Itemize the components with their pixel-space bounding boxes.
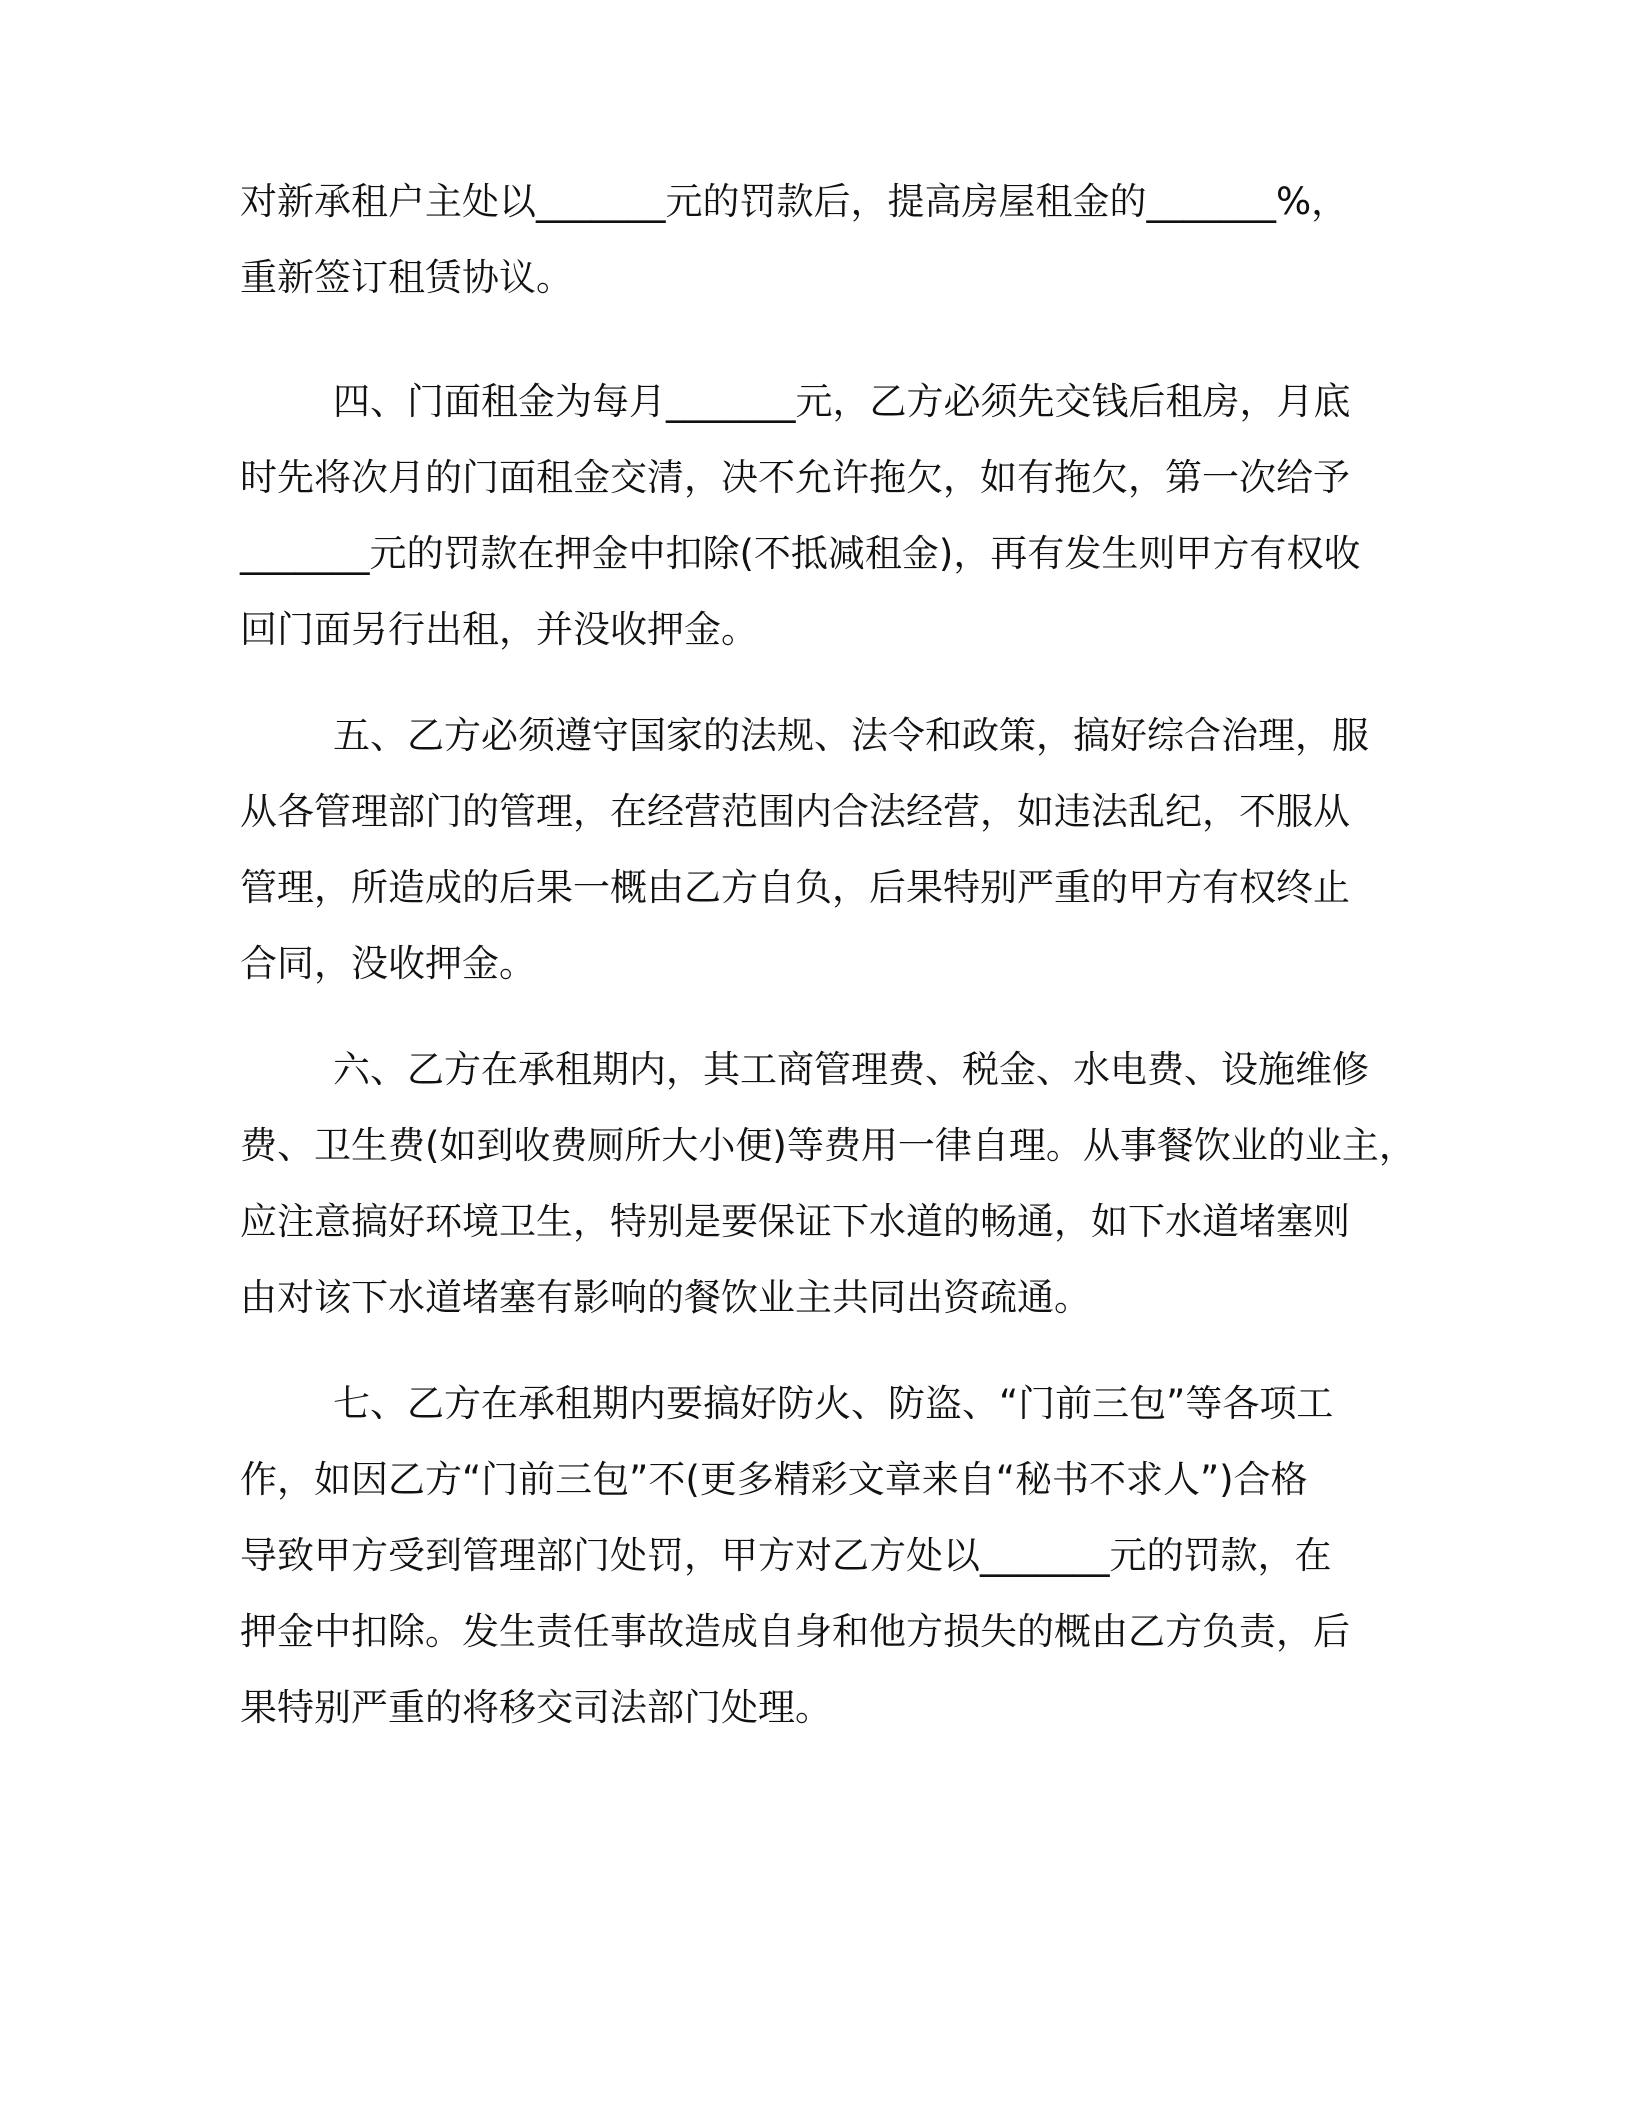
clause-four-line: 时先将次月的门面租金交清，决不允许拖欠，如有拖欠，第一次给予: [240, 456, 1350, 499]
clause-seven-line: 果特别严重的将移交司法部门处理。: [240, 1686, 832, 1729]
clause-four-line: 回门面另行出租，并没收押金。: [240, 608, 758, 651]
clause-six-line: 应注意搞好环境卫生，特别是要保证下水道的畅通，如下水道堵塞则: [240, 1200, 1350, 1243]
clause-five-line: 五、乙方必须遵守国家的法规、法令和政策，搞好综合治理，服: [333, 714, 1369, 757]
clause-five-line: 从各管理部门的管理，在经营范围内合法经营，如违法乱纪，不服从: [240, 790, 1350, 833]
paragraph-line: 重新签订租赁协议。: [240, 256, 573, 299]
clause-six-line: 六、乙方在承租期内，其工商管理费、税金、水电费、设施维修: [333, 1048, 1369, 1091]
clause-six-line: 费、卫生费(如到收费厕所大小便)等费用一律自理。从事餐饮业的业主，: [240, 1124, 1416, 1167]
clause-four-line: 四、门面租金为每月_______元，乙方必须先交钱后租房，月底: [333, 380, 1351, 423]
paragraph-line: 对新承租户主处以_______元的罚款后，提高房屋租金的_______%，: [240, 180, 1349, 223]
clause-five-line: 管理，所造成的后果一概由乙方自负，后果特别严重的甲方有权终止: [240, 866, 1350, 909]
clause-seven-line: 押金中扣除。发生责任事故造成自身和他方损失的概由乙方负责，后: [240, 1610, 1350, 1653]
clause-seven-line: 导致甲方受到管理部门处罚，甲方对乙方处以_______元的罚款，在: [240, 1534, 1332, 1577]
clause-five-line: 合同，没收押金。: [240, 942, 536, 985]
clause-four-line: _______元的罚款在押金中扣除(不抵减租金)，再有发生则甲方有权收: [240, 532, 1361, 575]
clause-six-line: 由对该下水道堵塞有影响的餐饮业主共同出资疏通。: [240, 1276, 1091, 1319]
clause-seven-line: 七、乙方在承租期内要搞好防火、防盗、“门前三包”等各项工: [333, 1382, 1334, 1425]
clause-seven-line: 作，如因乙方“门前三包”不(更多精彩文章来自“秘书不求人”)合格: [240, 1458, 1308, 1501]
